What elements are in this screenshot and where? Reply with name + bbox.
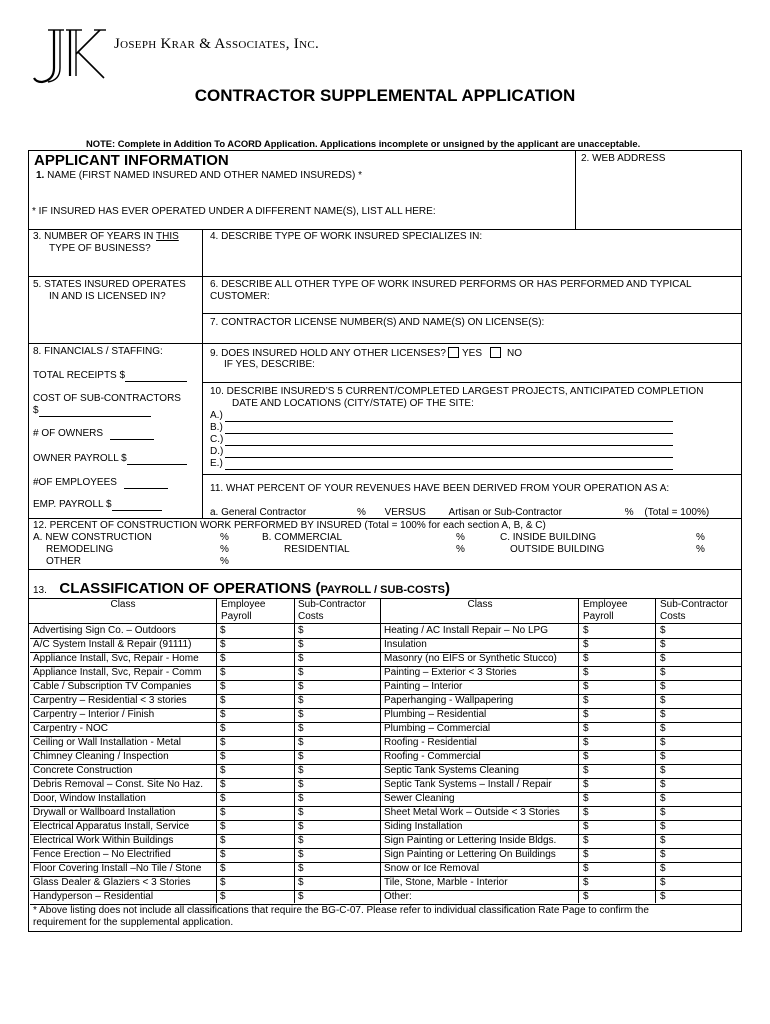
sub-cost-left-input[interactable]: $ bbox=[298, 681, 304, 692]
q11-artisan-label: Artisan or Sub-Contractor bbox=[448, 507, 562, 518]
sub-cost-right-input[interactable]: $ bbox=[660, 765, 666, 776]
class-name-right: Painting – Interior bbox=[384, 681, 463, 692]
table-row bbox=[30, 638, 741, 653]
class-name-left: Door, Window Installation bbox=[33, 793, 146, 804]
sub-cost-left-input[interactable]: $ bbox=[298, 667, 304, 678]
q12-b2: RESIDENTIAL bbox=[284, 544, 350, 555]
q12-c2: OUTSIDE BUILDING bbox=[510, 544, 605, 555]
class-name-right: Sign Painting or Lettering On Buildings bbox=[384, 849, 556, 860]
section-13-title: CLASSIFICATION OF OPERATIONS ( bbox=[59, 580, 321, 597]
class-name-right: Sign Painting or Lettering Inside Bldgs. bbox=[384, 835, 557, 846]
q1-text: NAME (FIRST NAMED INSURED AND OTHER NAMED INSUREDS) * bbox=[47, 170, 362, 181]
class-name-left: Advertising Sign Co. – Outdoors bbox=[33, 625, 176, 636]
cost-sub-dollar: $ bbox=[33, 405, 39, 416]
employee-payroll-right-input[interactable]: $ bbox=[583, 681, 589, 692]
table-row bbox=[30, 834, 741, 849]
q12-a1-pct[interactable]: % bbox=[220, 532, 229, 543]
class-name-left: Chimney Cleaning / Inspection bbox=[33, 751, 169, 762]
col-emp-left-2: Payroll bbox=[221, 611, 252, 622]
table-row bbox=[30, 890, 741, 905]
project-d-field[interactable] bbox=[210, 446, 673, 458]
table-row bbox=[30, 862, 741, 877]
table-row bbox=[30, 806, 741, 821]
employee-payroll-right-input[interactable]: $ bbox=[583, 793, 589, 804]
employee-payroll-left-input[interactable]: $ bbox=[220, 891, 226, 902]
employee-payroll-right-input[interactable]: $ bbox=[583, 849, 589, 860]
class-name-left: A/C System Install & Repair (91111) bbox=[33, 639, 192, 650]
class-name-left: Floor Covering Install –No Tile / Stone bbox=[33, 863, 202, 874]
col-sub-right-2: Costs bbox=[660, 611, 686, 622]
jk-logo-icon bbox=[30, 24, 110, 84]
employee-payroll-left-input[interactable]: $ bbox=[220, 653, 226, 664]
col-sub-right bbox=[660, 599, 728, 623]
employee-payroll-right-input[interactable]: $ bbox=[583, 835, 589, 846]
employee-payroll-right-input[interactable]: $ bbox=[583, 751, 589, 762]
q12-b1-pct[interactable]: % bbox=[456, 532, 465, 543]
project-c-label: C.) bbox=[210, 434, 224, 445]
table-row bbox=[30, 820, 741, 835]
employee-payroll-right-input[interactable]: $ bbox=[583, 709, 589, 720]
class-name-right: Painting – Exterior < 3 Stories bbox=[384, 667, 517, 678]
no-checkbox[interactable] bbox=[490, 347, 501, 358]
employee-payroll-left-input[interactable]: $ bbox=[220, 877, 226, 888]
employee-payroll-right-input[interactable]: $ bbox=[583, 667, 589, 678]
employee-payroll-left-input[interactable]: $ bbox=[220, 709, 226, 720]
q3-text: 3. NUMBER OF YEARS IN bbox=[33, 231, 156, 242]
no-label: NO bbox=[507, 348, 523, 359]
col-sub-right-1: Sub-Contractor bbox=[660, 599, 728, 610]
q7-label: 7. CONTRACTOR LICENSE NUMBER(S) AND NAME(S) ON LICENSE(S): bbox=[210, 317, 545, 328]
sub-cost-right-input[interactable]: $ bbox=[660, 877, 666, 888]
employee-payroll-left-input[interactable]: $ bbox=[220, 863, 226, 874]
q5-label: 5. STATES INSURED OPERATES bbox=[33, 279, 186, 290]
employee-payroll-left-input[interactable]: $ bbox=[220, 835, 226, 846]
q10-label-2: DATE AND LOCATIONS (CITY/STATE) OF THE SITE: bbox=[232, 398, 474, 409]
sub-cost-right-input[interactable]: $ bbox=[660, 737, 666, 748]
sub-cost-right-input[interactable]: $ bbox=[660, 723, 666, 734]
project-b-label: B.) bbox=[210, 422, 223, 433]
q11-gc-label: a. General Contractor bbox=[210, 507, 307, 518]
owners-label: # OF OWNERS bbox=[33, 428, 104, 439]
employee-payroll-right-input[interactable]: $ bbox=[583, 723, 589, 734]
employee-payroll-right-input[interactable]: $ bbox=[583, 737, 589, 748]
q1-note: * IF INSURED HAS EVER OPERATED UNDER A DIFFERENT NAME(S), LIST ALL HERE: bbox=[32, 206, 436, 217]
employee-payroll-left-input[interactable]: $ bbox=[220, 695, 226, 706]
sub-cost-left-input[interactable]: $ bbox=[298, 821, 304, 832]
class-name-right: Roofing - Residential bbox=[384, 737, 477, 748]
employee-payroll-right-input[interactable]: $ bbox=[583, 695, 589, 706]
q11-versus: VERSUS bbox=[384, 507, 426, 518]
q6-label-2: CUSTOMER: bbox=[210, 291, 270, 302]
class-name-left: Debris Removal – Const. Site No Haz. bbox=[33, 779, 204, 790]
employee-payroll-left-input[interactable]: $ bbox=[220, 849, 226, 860]
class-name-left: Electrical Apparatus Install, Service bbox=[33, 821, 190, 832]
sub-cost-right-input[interactable]: $ bbox=[660, 863, 666, 874]
table-row bbox=[30, 680, 741, 695]
project-a-field[interactable] bbox=[210, 410, 673, 422]
class-name-right: Insulation bbox=[384, 639, 427, 650]
sub-cost-right-input[interactable]: $ bbox=[660, 751, 666, 762]
q12-c1: C. INSIDE BUILDING bbox=[500, 532, 597, 543]
class-name-left: Electrical Work Within Buildings bbox=[33, 835, 174, 846]
class-name-left: Carpentry - NOC bbox=[33, 723, 109, 734]
q12-b2-pct[interactable]: % bbox=[456, 544, 465, 555]
employee-payroll-left-input[interactable]: $ bbox=[220, 667, 226, 678]
yes-checkbox[interactable] bbox=[448, 347, 459, 358]
employee-payroll-left-input[interactable]: $ bbox=[220, 723, 226, 734]
table-row bbox=[30, 750, 741, 765]
class-name-left: Cable / Subscription TV Companies bbox=[33, 681, 192, 692]
class-name-right: Sheet Metal Work – Outside < 3 Stories bbox=[384, 807, 560, 818]
q5-label-2: IN AND IS LICENSED IN? bbox=[49, 291, 166, 302]
q12-a1: A. NEW CONSTRUCTION bbox=[33, 532, 152, 543]
sub-cost-left-input[interactable]: $ bbox=[298, 639, 304, 650]
col-class-left: Class bbox=[110, 599, 136, 610]
q11-pct2: % bbox=[624, 507, 634, 518]
q12-c1-pct[interactable]: % bbox=[696, 532, 705, 543]
sub-cost-right-input[interactable]: $ bbox=[660, 793, 666, 804]
col-emp-right-1: Employee bbox=[583, 599, 628, 610]
total-receipts-field[interactable] bbox=[33, 370, 187, 382]
class-name-left: Ceiling or Wall Installation - Metal bbox=[33, 737, 182, 748]
q1-number: 1. bbox=[36, 170, 45, 181]
class-name-right: Masonry (no EIFS or Synthetic Stucco) bbox=[384, 653, 557, 664]
table-row bbox=[30, 764, 741, 779]
class-name-right: Tile, Stone, Marble - Interior bbox=[384, 877, 508, 888]
sub-cost-right-input[interactable]: $ bbox=[660, 667, 666, 678]
q8-label: 8. FINANCIALS / STAFFING: bbox=[33, 346, 163, 357]
class-name-right: Septic Tank Systems – Install / Repair bbox=[384, 779, 552, 790]
employee-payroll-right-input[interactable]: $ bbox=[583, 807, 589, 818]
table-row bbox=[30, 708, 741, 723]
sub-cost-left-input[interactable]: $ bbox=[298, 625, 304, 636]
q11-pct1: % bbox=[356, 507, 366, 518]
sub-cost-right-input[interactable]: $ bbox=[660, 821, 666, 832]
q3-label bbox=[33, 231, 179, 243]
total-receipts-label: TOTAL RECEIPTS $ bbox=[33, 370, 126, 381]
sub-cost-right-input[interactable]: $ bbox=[660, 891, 666, 902]
sub-cost-left-input[interactable]: $ bbox=[298, 849, 304, 860]
employee-payroll-right-input[interactable]: $ bbox=[583, 891, 589, 902]
class-name-left: Fence Erection – No Electrified bbox=[33, 849, 171, 860]
sub-cost-left-input[interactable]: $ bbox=[298, 779, 304, 790]
class-name-left: Drywall or Wallboard Installation bbox=[33, 807, 176, 818]
footnote-1: * Above listing does not include all classifications that require the BG-C-07. Please refer to individual classification Rate Page to confirm the bbox=[33, 905, 649, 916]
project-b-field[interactable] bbox=[210, 422, 673, 434]
sub-cost-right-input[interactable]: $ bbox=[660, 681, 666, 692]
col-class-right: Class bbox=[467, 599, 493, 610]
q12-a3-pct[interactable]: % bbox=[220, 556, 229, 567]
class-name-left: Concrete Construction bbox=[33, 765, 133, 776]
q9-label-2: IF YES, DESCRIBE: bbox=[224, 359, 315, 370]
employee-payroll-left-input[interactable]: $ bbox=[220, 625, 226, 636]
col-emp-left-1: Employee bbox=[221, 599, 266, 610]
sub-cost-left-input[interactable]: $ bbox=[298, 653, 304, 664]
sub-cost-right-input[interactable]: $ bbox=[660, 849, 666, 860]
col-emp-left bbox=[221, 599, 265, 623]
class-name-right: Siding Installation bbox=[384, 821, 463, 832]
employee-payroll-left-input[interactable]: $ bbox=[220, 821, 226, 832]
project-c-field[interactable] bbox=[210, 434, 673, 446]
q6-label: 6. DESCRIBE ALL OTHER TYPE OF WORK INSURED PERFORMS OR HAS PERFORMED AND TYPICAL bbox=[210, 279, 692, 290]
emp-payroll-field[interactable] bbox=[33, 499, 162, 511]
sub-cost-right-input[interactable]: $ bbox=[660, 639, 666, 650]
class-name-right: Snow or Ice Removal bbox=[384, 863, 480, 874]
col-emp-right-2: Payroll bbox=[583, 611, 614, 622]
sub-cost-left-input[interactable]: $ bbox=[298, 835, 304, 846]
company-logo bbox=[30, 24, 110, 84]
sub-cost-left-input[interactable]: $ bbox=[298, 709, 304, 720]
class-name-left: Glass Dealer & Glaziers < 3 Stories bbox=[33, 877, 191, 888]
section-title-applicant: APPLICANT INFORMATION bbox=[34, 152, 229, 169]
q3-underlined: THIS bbox=[156, 231, 179, 242]
q12-label: 12. PERCENT OF CONSTRUCTION WORK PERFORMED BY INSURED (Total = 100% for each section A, B, & C) bbox=[33, 520, 546, 531]
q12-c2-pct[interactable]: % bbox=[696, 544, 705, 555]
q12-a3: OTHER bbox=[46, 556, 81, 567]
q12-a2-pct[interactable]: % bbox=[220, 544, 229, 555]
q12-a2: REMODELING bbox=[46, 544, 114, 555]
employee-payroll-left-input[interactable]: $ bbox=[220, 807, 226, 818]
table-row bbox=[30, 694, 741, 709]
q11-label: 11. WHAT PERCENT OF YOUR REVENUES HAVE BEEN DERIVED FROM YOUR OPERATION AS A: bbox=[210, 483, 670, 494]
footnote-2: requirement for the supplemental application. bbox=[33, 917, 234, 928]
q1-label bbox=[36, 170, 362, 182]
class-name-left: Carpentry – Interior / Finish bbox=[33, 709, 155, 720]
project-e-label: E.) bbox=[210, 458, 223, 469]
employees-label: #OF EMPLOYEES bbox=[33, 477, 117, 488]
sub-cost-left-input[interactable]: $ bbox=[298, 751, 304, 762]
class-name-right: Plumbing – Residential bbox=[384, 709, 487, 720]
project-d-label: D.) bbox=[210, 446, 224, 457]
company-name: Joseph Krar & Associates, Inc. bbox=[114, 36, 320, 52]
sub-cost-left-input[interactable]: $ bbox=[298, 723, 304, 734]
sub-cost-right-input[interactable]: $ bbox=[660, 625, 666, 636]
col-emp-right bbox=[583, 599, 627, 623]
employee-payroll-right-input[interactable]: $ bbox=[583, 625, 589, 636]
q12-b1: B. COMMERCIAL bbox=[262, 532, 343, 543]
class-name-right: Other: bbox=[384, 891, 412, 902]
sub-cost-right-input[interactable]: $ bbox=[660, 779, 666, 790]
project-a-label: A.) bbox=[210, 410, 223, 421]
table-row bbox=[30, 736, 741, 751]
employee-payroll-right-input[interactable]: $ bbox=[583, 639, 589, 650]
page-title: CONTRACTOR SUPPLEMENTAL APPLICATION bbox=[194, 86, 576, 105]
q4-label: 4. DESCRIBE TYPE OF WORK INSURED SPECIALIZES IN: bbox=[210, 231, 483, 242]
employee-payroll-right-input[interactable]: $ bbox=[583, 653, 589, 664]
project-e-field[interactable] bbox=[210, 458, 673, 470]
employee-payroll-right-input[interactable]: $ bbox=[583, 863, 589, 874]
table-row bbox=[30, 624, 741, 639]
sub-cost-right-input[interactable]: $ bbox=[660, 807, 666, 818]
class-name-left: Handyperson – Residential bbox=[33, 891, 154, 902]
web-address-label: 2. WEB ADDRESS bbox=[581, 153, 666, 164]
class-name-left: Appliance Install, Svc, Repair - Comm bbox=[33, 667, 202, 678]
employee-payroll-left-input[interactable]: $ bbox=[220, 639, 226, 650]
employee-payroll-left-input[interactable]: $ bbox=[220, 779, 226, 790]
sub-cost-left-input[interactable]: $ bbox=[298, 807, 304, 818]
table-row bbox=[30, 722, 741, 737]
sub-cost-left-input[interactable]: $ bbox=[298, 891, 304, 902]
q3-label-2: TYPE OF BUSINESS? bbox=[49, 243, 151, 254]
col-sub-left-2: Costs bbox=[298, 611, 324, 622]
q11-total: (Total = 100%) bbox=[644, 507, 710, 518]
class-name-right: Plumbing – Commercial bbox=[384, 723, 491, 734]
sub-cost-right-input[interactable]: $ bbox=[660, 709, 666, 720]
employee-payroll-left-input[interactable]: $ bbox=[220, 793, 226, 804]
q9-text: 9. DOES INSURED HOLD ANY OTHER LICENSES? bbox=[210, 348, 446, 359]
employee-payroll-left-input[interactable]: $ bbox=[220, 681, 226, 692]
table-row bbox=[30, 778, 741, 793]
class-name-right: Septic Tank Systems Cleaning bbox=[384, 765, 519, 776]
section-title-classification bbox=[33, 580, 450, 598]
yes-label: YES bbox=[462, 348, 483, 359]
col-sub-left-1: Sub-Contractor bbox=[298, 599, 366, 610]
class-name-right: Roofing - Commercial bbox=[384, 751, 481, 762]
employee-payroll-left-input[interactable]: $ bbox=[220, 751, 226, 762]
class-name-right: Sewer Cleaning bbox=[384, 793, 455, 804]
sub-cost-left-input[interactable]: $ bbox=[298, 793, 304, 804]
table-row bbox=[30, 876, 741, 891]
sub-cost-right-input[interactable]: $ bbox=[660, 695, 666, 706]
employee-payroll-right-input[interactable]: $ bbox=[583, 779, 589, 790]
owner-payroll-label: OWNER PAYROLL $ bbox=[33, 453, 127, 464]
section-13-number: 13. bbox=[33, 585, 47, 596]
table-row bbox=[30, 848, 741, 863]
employee-payroll-left-input[interactable]: $ bbox=[220, 737, 226, 748]
emp-payroll-label: EMP. PAYROLL $ bbox=[33, 499, 112, 510]
class-name-left: Appliance Install, Svc, Repair - Home bbox=[33, 653, 199, 664]
sub-cost-left-input[interactable]: $ bbox=[298, 695, 304, 706]
note-text: NOTE: Complete in Addition To ACORD Application. Applications incomplete or unsigned by the applicant are unacceptable. bbox=[86, 138, 641, 149]
owners-field[interactable] bbox=[33, 428, 154, 440]
col-sub-left bbox=[298, 599, 366, 623]
table-row bbox=[30, 652, 741, 667]
cost-sub-field[interactable] bbox=[33, 405, 151, 417]
section-13-title-end: ) bbox=[444, 580, 450, 597]
section-13-subtitle: PAYROLL / SUB-COSTS bbox=[320, 584, 445, 596]
sub-cost-left-input[interactable]: $ bbox=[298, 863, 304, 874]
sub-cost-left-input[interactable]: $ bbox=[298, 737, 304, 748]
owner-payroll-field[interactable] bbox=[33, 453, 187, 465]
employee-payroll-left-input[interactable]: $ bbox=[220, 765, 226, 776]
employee-payroll-right-input[interactable]: $ bbox=[583, 821, 589, 832]
class-name-left: Carpentry – Residential < 3 stories bbox=[33, 695, 187, 706]
table-row bbox=[30, 792, 741, 807]
q10-label: 10. DESCRIBE INSURED’S 5 CURRENT/COMPLETED LARGEST PROJECTS, ANTICIPATED COMPLETION bbox=[210, 386, 704, 397]
class-name-right: Paperhanging - Wallpapering bbox=[384, 695, 514, 706]
employees-field[interactable] bbox=[33, 477, 168, 489]
cost-sub-label: COST OF SUB-CONTRACTORS bbox=[33, 393, 181, 404]
sub-cost-right-input[interactable]: $ bbox=[660, 835, 666, 846]
sub-cost-right-input[interactable]: $ bbox=[660, 653, 666, 664]
employee-payroll-right-input[interactable]: $ bbox=[583, 877, 589, 888]
table-row bbox=[30, 666, 741, 681]
sub-cost-left-input[interactable]: $ bbox=[298, 765, 304, 776]
class-name-right: Heating / AC Install Repair – No LPG bbox=[384, 625, 548, 636]
sub-cost-left-input[interactable]: $ bbox=[298, 877, 304, 888]
employee-payroll-right-input[interactable]: $ bbox=[583, 765, 589, 776]
